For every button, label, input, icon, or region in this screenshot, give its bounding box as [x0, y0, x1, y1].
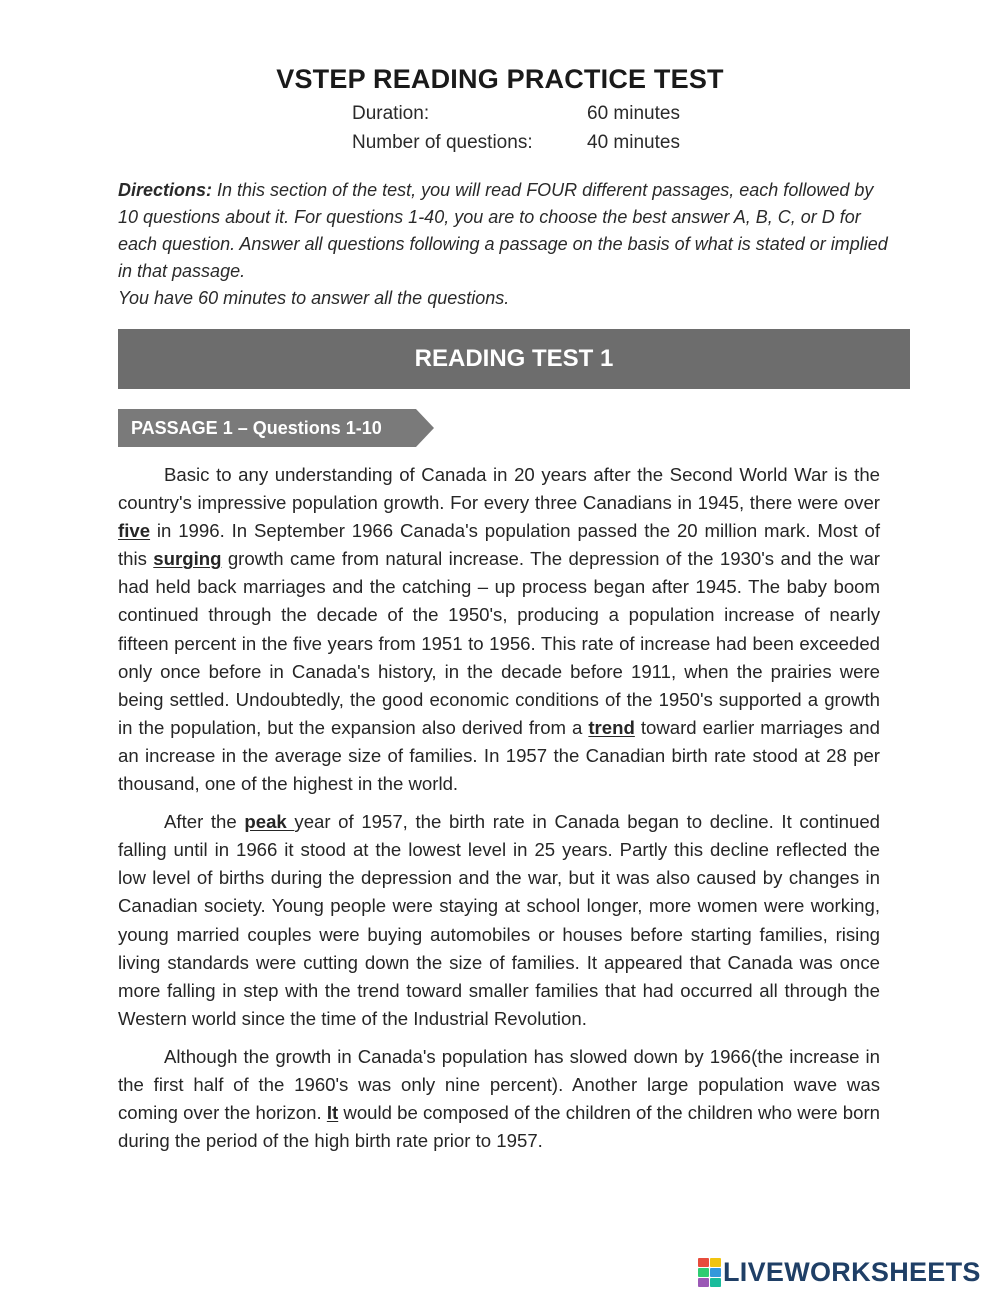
- passage-tag: [118, 409, 434, 447]
- keyword-it: It: [326, 1102, 339, 1124]
- liveworksheets-logo[interactable]: [698, 1257, 981, 1287]
- keyword-surging: surging: [153, 548, 222, 570]
- logo-text: LIVEWORKSHEETS: [723, 1256, 981, 1287]
- questions-label: Number of questions:: [352, 132, 533, 153]
- directions: [118, 177, 888, 312]
- p1-text-1: Basic to any understanding of Canada in 20 years after the Second World War is the country's impressive population growth. For every three Canadians in 1945, there were over: [118, 464, 880, 514]
- passage-body: [118, 461, 880, 1165]
- directions-body: In this section of the test, you will read FOUR different passages, each followed by 10 questions about it. For questions 1-40, you are to choose the best answer A, B, C, or D for each question. Answer all questions following a passage on the basis of what is stated or implied in that passage.: [118, 180, 888, 281]
- duration-label: Duration:: [352, 103, 430, 124]
- paragraph-3: [118, 1043, 880, 1155]
- reading-test-banner: [118, 329, 910, 389]
- questions-row: [352, 132, 680, 154]
- p3-text-1: Although the growth in Canada's population has slowed down by 1966(the increase in the first half of the 1960's was only nine percent). Another large population wave was coming over the horizon.: [118, 1045, 880, 1124]
- p1-text-2: in 1996. In September 1966 Canada's population passed the 20 million mark. Most of this: [118, 520, 880, 570]
- banner-title: READING TEST 1: [414, 345, 614, 372]
- logo-mark-icon: [698, 1258, 720, 1286]
- p1-text-3: growth came from natural increase. The depression of the 1930's and the war had held back marriages and the catching – up process began after 1945. The baby boom continued through the decade of the 1950's, producing a population increase of nearly fifteen percent in the five years from 1951 to 1956. This rate of increase had been exceeded only once before in Canada's history, in the decade before 1911, when the prairies were being settled. Undoubtedly, the good economic conditions of the 1950's supported a growth in the population, but the expansion also derived from a: [118, 548, 880, 738]
- p2-text-1: After the: [164, 811, 245, 833]
- questions-value: 40 minutes: [587, 132, 680, 153]
- keyword-five: five: [118, 520, 151, 542]
- directions-label: Directions:: [118, 180, 213, 200]
- duration-row: [352, 103, 680, 125]
- paragraph-2: [118, 808, 880, 1033]
- directions-text: [118, 177, 888, 285]
- time-note: You have 60 minutes to answer all the questions.: [118, 288, 510, 308]
- passage-tag-label: PASSAGE 1 – Questions 1-10: [131, 418, 382, 438]
- page-title: VSTEP READING PRACTICE TEST: [276, 64, 724, 94]
- p2-text-2: year of 1957, the birth rate in Canada began to decline. It continued falling until in 1966 it stood at the lowest level in 25 years. Partly this decline reflected the low level of births during the depression and the war, but it was also caused by changes in Canadian society. Young people were staying at school longer, more women were working, young married couples were buying automobiles or houses before starting families, rising living standards were cutting down the size of families. It appeared that Canada was once more falling in step with the trend toward smaller families that had occurred all through the Western world since the time of the Industrial Revolution.: [118, 811, 881, 1029]
- keyword-trend: trend: [588, 716, 635, 738]
- keyword-peak: peak: [244, 811, 295, 833]
- duration-value: 60 minutes: [587, 103, 680, 124]
- p1-text-4: toward earlier marriages and an increase in the average size of families. In 1957 the Canadian birth rate stood at 28 per thousand, one of the highest in the world.: [118, 716, 880, 795]
- paragraph-1: [118, 461, 880, 798]
- p3-text-2: would be composed of the children of the children who were born during the period of the high birth rate prior to 1957.: [118, 1102, 880, 1152]
